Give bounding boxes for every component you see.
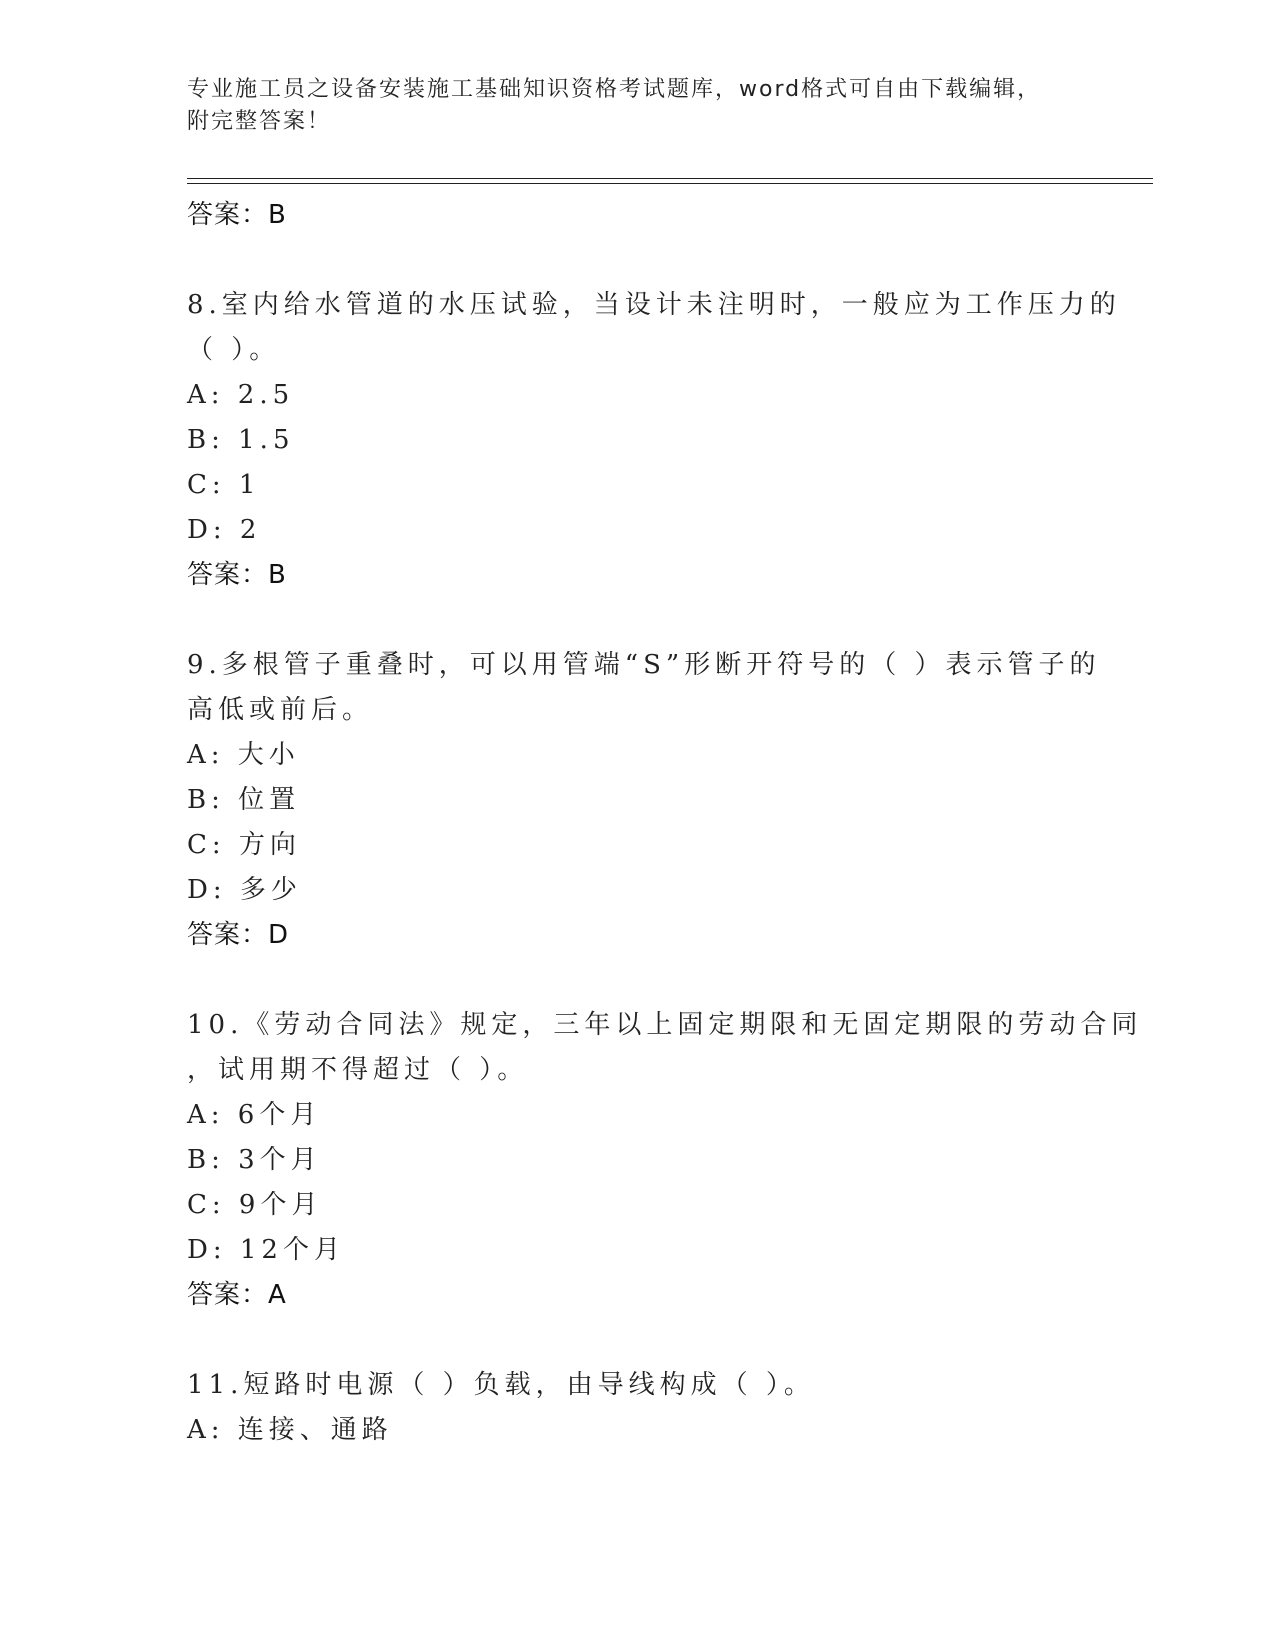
header-line-2: 附完整答案！ [187,109,332,134]
option-b: B: 1.5 [187,425,295,455]
question-block [187,643,1101,958]
option-d: D: 2 [187,515,262,545]
question-block [187,283,1121,598]
option-c: C: 1 [187,470,261,500]
page-header [187,74,1067,138]
header-line-1: 专业施工员之设备安装施工基础知识资格考试题库，word格式可自由下载编辑， [187,77,1042,102]
answer-line: 答案：D [187,920,290,950]
question-block [187,1363,1087,1453]
spacer [187,958,1087,1003]
question-list [187,193,1143,1453]
option-a: A: 6个月 [187,1100,322,1130]
question-stem-continued: 高低或前后。 [187,695,374,725]
answer-line: 答案：A [187,1280,287,1310]
option-a: A: 2.5 [187,380,295,410]
option-d: D: 12个月 [187,1235,345,1265]
option-d: D: 多少 [187,875,302,905]
spacer [187,1318,1087,1363]
option-c: C: 9个月 [187,1190,323,1220]
spacer [187,238,1087,283]
option-b: B: 3个月 [187,1145,322,1175]
header-divider-top [187,178,1153,179]
spacer [187,598,1087,643]
option-c: C: 方向 [187,830,301,860]
option-a: A: 大小 [187,740,300,770]
question-stem-continued: （ ）。 [187,335,281,365]
option-a: A: 连接、通路 [187,1415,393,1445]
question-stem-continued: ，试用期不得超过（ ）。 [187,1055,529,1085]
answer-line: 答案：B [187,200,287,230]
header-divider-bottom [187,183,1153,184]
answer-line: 答案：B [187,560,287,590]
question-block [187,1003,1143,1318]
question-stem: 9.多根管子重叠时，可以用管端“S”形断开符号的（ ）表示管子的 [187,650,1101,680]
option-b: B: 位置 [187,785,301,815]
question-stem: 11.短路时电源（ ）负载，由导线构成（ ）。 [187,1370,815,1400]
question-stem: 10.《劳动合同法》规定，三年以上固定期限和无固定期限的劳动合同 [187,1010,1143,1040]
question-stem: 8.室内给水管道的水压试验，当设计未注明时，一般应为工作压力的 [187,290,1121,320]
